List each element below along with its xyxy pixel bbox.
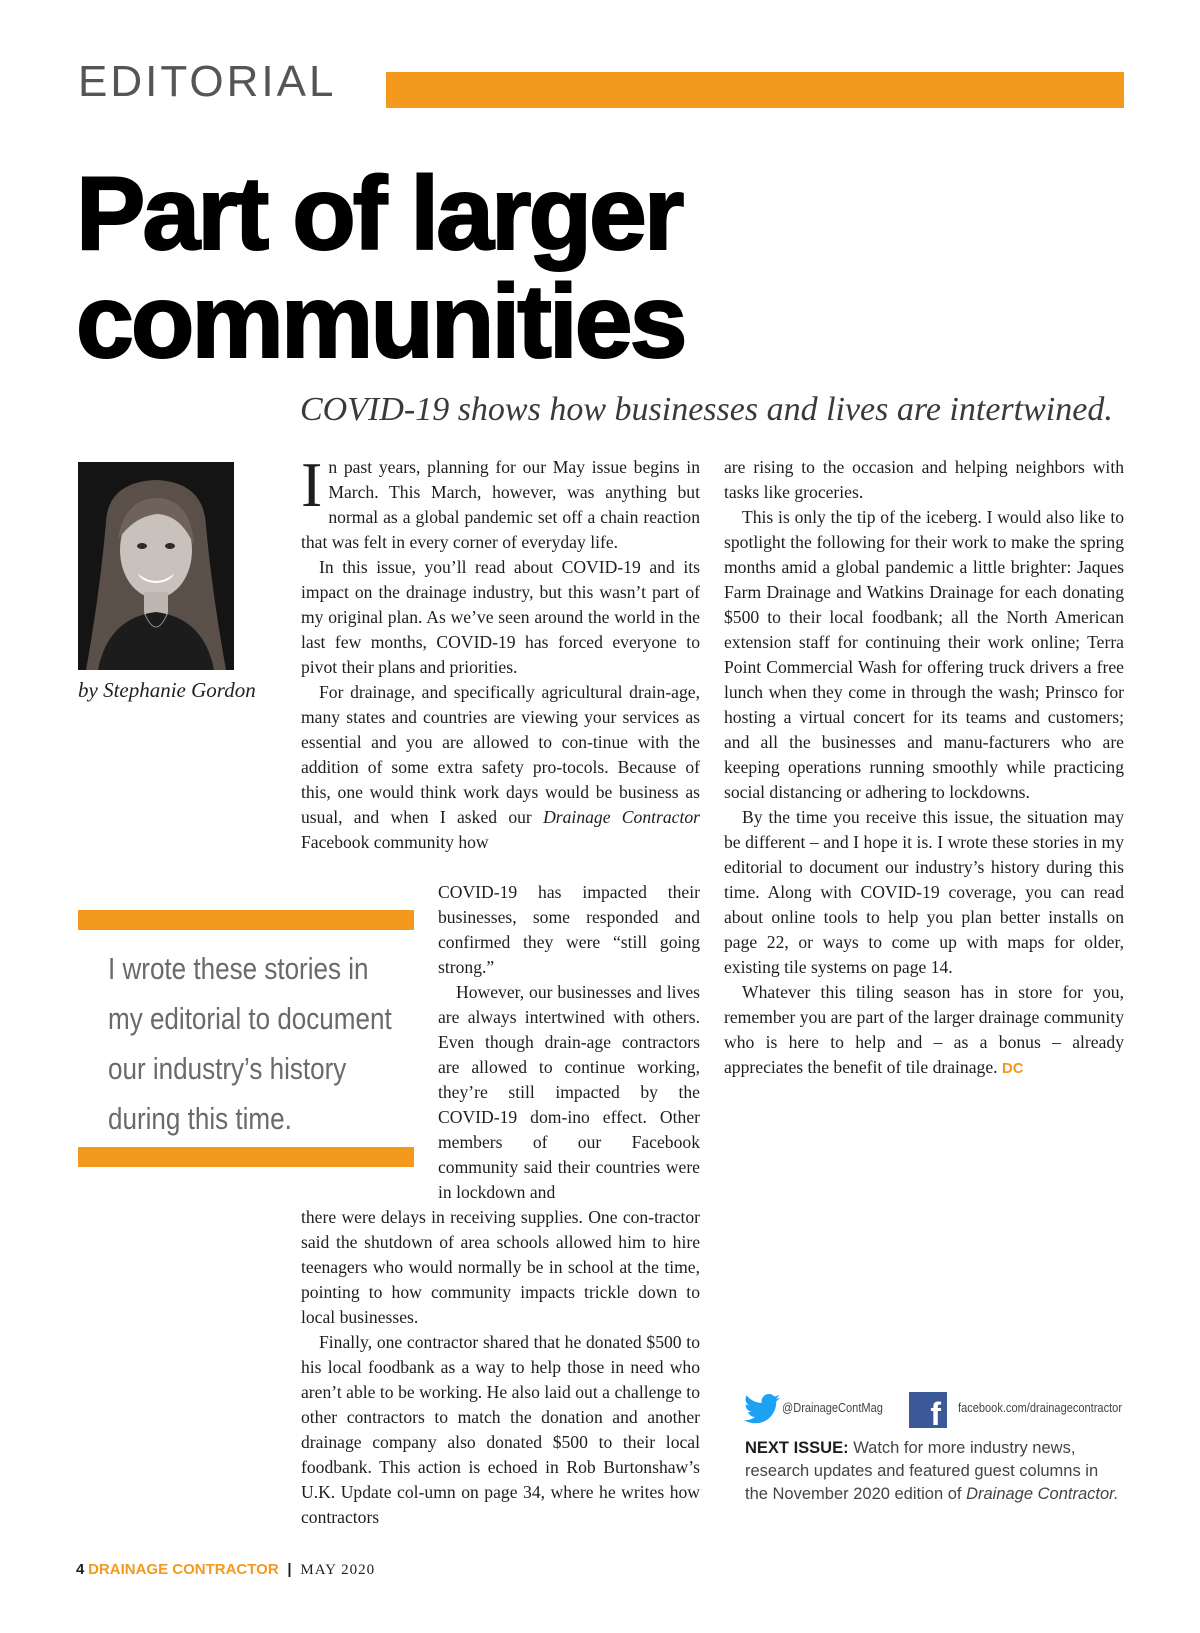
paragraph-3: For drainage, and specifically agricultural drain-age, many states and countries are viewing your services as essential and you are allowed to con-tinue with the addition of some extra safety pro-tocols. Because of this, one would think work days would be business as usual, and when I asked our Drainage Contractor Facebook community how — [301, 682, 700, 852]
page-footer — [76, 1562, 375, 1578]
headline — [76, 156, 1076, 380]
section-accent-bar — [386, 72, 1124, 108]
footer-magazine-name: DRAINAGE CONTRACTOR — [88, 1561, 279, 1578]
twitter-bird-icon[interactable] — [744, 1394, 780, 1424]
paragraph-4-continued: there were delays in receiving supplies. One con-tractor said the shutdown of area schools allowed him to hire teenagers who would normally be in school at the time, pointing to how community impacts trickle down to local businesses. — [301, 1207, 700, 1327]
paragraph-5: Finally, one contractor shared that he donated $500 to his local foodbank as a way to help those in need who aren’t able to be working. He also laid out a challenge to other contractors to match the donation and another drainage company also donated $500 to their local foodbank. This action is echoed in Rob Burtonshaw’s U.K. Update col-umn on page 34, where he writes how contractors — [301, 1332, 700, 1527]
next-issue-box — [745, 1437, 1125, 1506]
paragraph-1: In past years, planning for our May issue begins in March. This March, however, was anything but normal as a global pandemic set off a chain reaction that was felt in every corner of everyday life. — [301, 449, 700, 552]
article-column-1-indented — [438, 880, 700, 1205]
paragraph-6: This is only the tip of the iceberg. I would also like to spotlight the following for their work to make the spring months amid a global pandemic a little brighter: Jaques Farm Drainage and Watkins Drainage for each donating $500 to their local foodbank; all the North American extension staff for continuing their work online; Terra Point Commercial Wash for offering truck drivers a free lunch when they come in through the wash; Prinsco for hosting a virtual concert for its teams and customers; and all the businesses and manu-facturers who are keeping operations running smoothly while practicing social distancing or adhering to lockdowns. — [724, 507, 1124, 802]
section-label: EDITORIAL — [78, 57, 337, 106]
paragraph-8: Whatever this tiling season has in store for you, remember you are part of the larger drainage community who is here to help and – as a bonus – already appreciates the benefit of tile drainage. DC — [724, 982, 1124, 1077]
paragraph-7: By the time you receive this issue, the situation may be different – and I hope it is. I wrote these stories in my editorial to document our industry’s history during this time. Along with COVID-19 coverage, you can read about online tools to help you plan better installs on page 22, or ways to come up with maps for older, existing tile systems on page 14. — [724, 807, 1124, 977]
page-number: 4 — [76, 1561, 85, 1578]
article-column-1-bottom — [301, 1205, 700, 1530]
footer-date: MAY 2020 — [300, 1562, 376, 1578]
paragraph-2: In this issue, you’ll read about COVID-19 and its impact on the drainage industry, but this wasn’t part of my original plan. As we’ve seen around the world in the last few months, COVID-19 has forced everyone to pivot their plans and priorities. — [301, 557, 700, 677]
article-column-1-top — [301, 449, 700, 855]
magazine-name-italic: Drainage Contractor — [543, 807, 700, 827]
pull-quote-bar-bottom — [78, 1147, 414, 1167]
deck-subtitle: COVID-19 shows how businesses and lives are intertwined. — [300, 391, 1113, 428]
headline-line-1: Part of larger — [76, 156, 682, 272]
article-column-2 — [724, 455, 1124, 1081]
next-issue-text: Watch for more industry news, research updates and featured guest columns in the November 2020 edition of — [745, 1439, 1099, 1503]
social-links — [744, 1390, 1124, 1430]
headline-line-2: communities — [76, 264, 685, 380]
footer-separator: | — [287, 1561, 292, 1578]
next-issue-magazine: Drainage Contractor. — [966, 1485, 1119, 1503]
author-portrait-illustration — [78, 462, 234, 670]
next-issue-label: NEXT ISSUE: — [745, 1439, 849, 1457]
author-photo — [78, 462, 234, 670]
paragraph-4: However, our businesses and lives are always intertwined with others. Even though drain-age contractors are allowed to continue working, they’re still impacted by the COVID-19 dom-ino effect. Other members of our Facebook community said their countries were in lockdown and — [438, 982, 700, 1202]
paragraph-5-continued: are rising to the occasion and helping neighbors with tasks like groceries. — [724, 457, 1124, 502]
twitter-handle[interactable]: @DrainageContMag — [782, 1400, 883, 1415]
facebook-icon[interactable]: f — [909, 1392, 947, 1428]
paragraph-3-continued: COVID-19 has impacted their businesses, some responded and confirmed they were “still going strong.” — [438, 882, 700, 977]
pull-quote: I wrote these stories in my editorial to document our industry’s history during this time. — [108, 951, 392, 1136]
end-mark: DC — [1001, 1060, 1024, 1077]
facebook-url[interactable]: facebook.com/drainagecontractor — [958, 1400, 1123, 1415]
drop-cap: I — [301, 449, 323, 520]
author-byline: by Stephanie Gordon — [78, 678, 256, 702]
pull-quote-bar-top — [78, 910, 414, 930]
